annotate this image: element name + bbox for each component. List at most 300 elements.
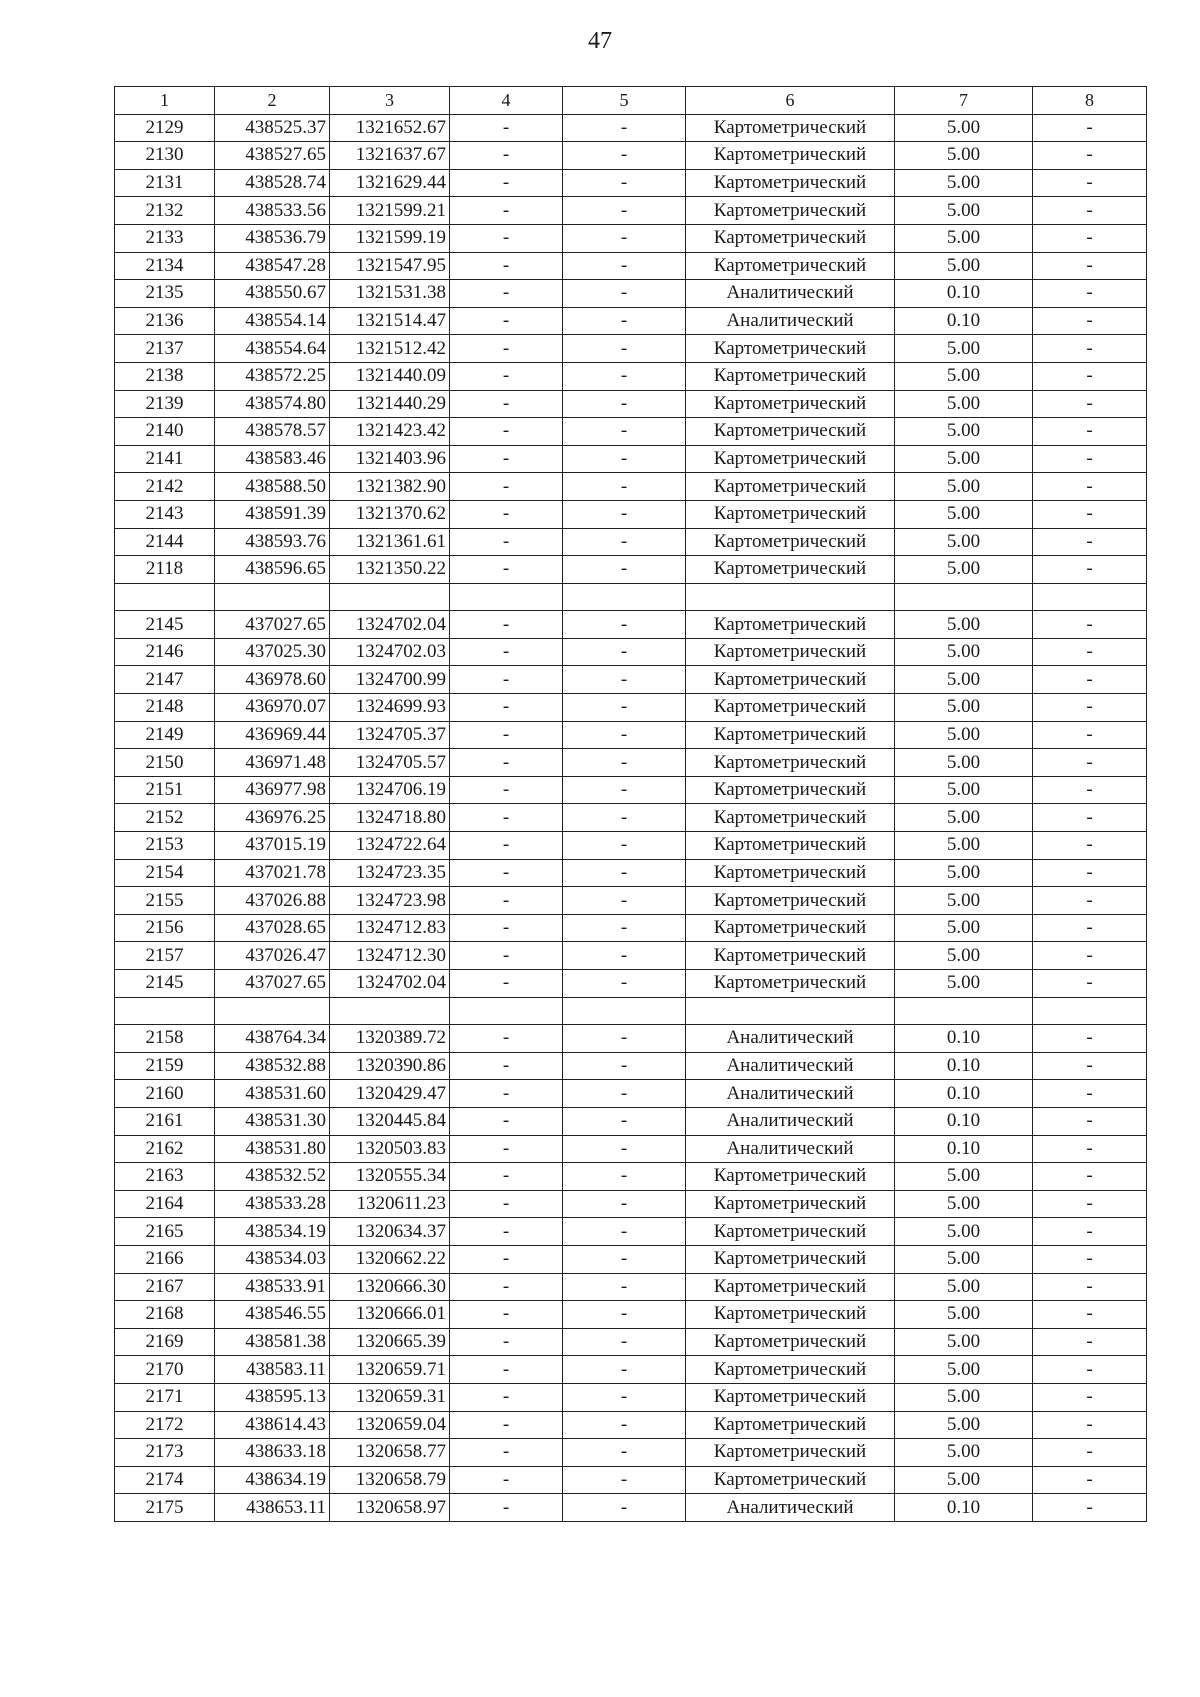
cell-point-number: 2169 [115,1328,215,1356]
cell-coord-x: 438554.64 [215,335,330,363]
cell-coord-y: 1321637.67 [330,142,450,170]
cell-coord-x: 438525.37 [215,114,330,142]
cell-coord-y: 1320658.77 [330,1439,450,1467]
table-row [115,721,1147,749]
cell-accuracy [895,583,1033,611]
cell-coord-y: 1320389.72 [330,1025,450,1053]
cell-point-number: 2145 [115,611,215,639]
cell-col-8: - [1033,445,1147,473]
cell-col-4: - [450,473,563,501]
table-row [115,390,1147,418]
cell-coord-y [330,583,450,611]
cell-point-number: 2165 [115,1218,215,1246]
cell-col-8: - [1033,749,1147,777]
cell-method: Картометрический [686,721,895,749]
cell-col-8: - [1033,169,1147,197]
cell-coord-y: 1324705.57 [330,749,450,777]
table-row [115,694,1147,722]
cell-col-5: - [563,1080,686,1108]
cell-method: Картометрический [686,1328,895,1356]
cell-col-8: - [1033,970,1147,998]
table-row [115,1218,1147,1246]
cell-accuracy: 5.00 [895,1163,1033,1191]
cell-method: Картометрический [686,362,895,390]
cell-col-5: - [563,197,686,225]
cell-coord-x: 438531.30 [215,1107,330,1135]
cell-coord-y: 1321531.38 [330,280,450,308]
cell-coord-x: 436971.48 [215,749,330,777]
cell-point-number: 2145 [115,970,215,998]
cell-col-8: - [1033,1080,1147,1108]
cell-point-number: 2167 [115,1273,215,1301]
cell-accuracy: 5.00 [895,556,1033,584]
cell-col-5: - [563,638,686,666]
cell-col-4: - [450,1466,563,1494]
table-row [115,887,1147,915]
cell-col-4: - [450,252,563,280]
cell-col-8: - [1033,1107,1147,1135]
cell-point-number: 2154 [115,859,215,887]
cell-accuracy: 5.00 [895,776,1033,804]
cell-point-number: 2146 [115,638,215,666]
table-body [115,114,1147,1521]
cell-coord-y: 1324723.98 [330,887,450,915]
cell-col-5: - [563,473,686,501]
cell-method: Аналитический [686,1494,895,1522]
cell-coord-y: 1324722.64 [330,832,450,860]
cell-point-number: 2166 [115,1245,215,1273]
cell-col-5: - [563,280,686,308]
cell-col-5: - [563,970,686,998]
header-cell: 2 [215,87,330,115]
cell-coord-x: 438534.19 [215,1218,330,1246]
cell-coord-y: 1324712.30 [330,942,450,970]
cell-accuracy: 5.00 [895,418,1033,446]
cell-col-8: - [1033,1025,1147,1053]
cell-coord-x: 438593.76 [215,528,330,556]
cell-col-5 [563,583,686,611]
cell-coord-y: 1320666.01 [330,1301,450,1329]
cell-coord-y: 1324723.35 [330,859,450,887]
cell-col-4: - [450,445,563,473]
cell-col-4: - [450,500,563,528]
cell-method: Картометрический [686,556,895,584]
table-row [115,197,1147,225]
cell-coord-y: 1324712.83 [330,914,450,942]
cell-accuracy: 5.00 [895,942,1033,970]
cell-coord-x: 437027.65 [215,611,330,639]
cell-coord-y: 1320390.86 [330,1052,450,1080]
cell-col-8: - [1033,914,1147,942]
cell-col-5: - [563,528,686,556]
cell-accuracy: 0.10 [895,280,1033,308]
cell-point-number: 2147 [115,666,215,694]
cell-coord-y: 1320555.34 [330,1163,450,1191]
cell-method: Картометрический [686,418,895,446]
cell-coord-y: 1324702.03 [330,638,450,666]
header-cell: 8 [1033,87,1147,115]
cell-col-5: - [563,832,686,860]
cell-coord-y: 1321652.67 [330,114,450,142]
cell-accuracy: 5.00 [895,1383,1033,1411]
table-row-separator [115,583,1147,611]
cell-point-number: 2131 [115,169,215,197]
cell-coord-x: 438572.25 [215,362,330,390]
cell-col-4: - [450,914,563,942]
cell-col-8: - [1033,1301,1147,1329]
table-row-separator [115,997,1147,1025]
cell-col-8: - [1033,307,1147,335]
cell-point-number: 2171 [115,1383,215,1411]
cell-point-number: 2156 [115,914,215,942]
cell-coord-y: 1320665.39 [330,1328,450,1356]
table-row [115,1190,1147,1218]
cell-point-number: 2143 [115,500,215,528]
cell-point-number: 2157 [115,942,215,970]
cell-method: Картометрический [686,942,895,970]
cell-col-5: - [563,694,686,722]
cell-point-number: 2159 [115,1052,215,1080]
cell-method: Картометрический [686,1356,895,1384]
cell-col-4: - [450,1245,563,1273]
table-row [115,528,1147,556]
cell-accuracy: 5.00 [895,887,1033,915]
cell-col-4: - [450,335,563,363]
table-row [115,970,1147,998]
cell-method: Картометрический [686,224,895,252]
cell-method: Картометрический [686,500,895,528]
cell-coord-x: 438547.28 [215,252,330,280]
cell-method: Картометрический [686,1190,895,1218]
table-row [115,1135,1147,1163]
cell-col-4: - [450,142,563,170]
cell-col-5: - [563,1301,686,1329]
cell-col-4: - [450,749,563,777]
table-row [115,914,1147,942]
cell-coord-x: 438595.13 [215,1383,330,1411]
cell-col-4: - [450,638,563,666]
cell-col-8: - [1033,776,1147,804]
page-number: 47 [588,28,612,54]
cell-col-5: - [563,224,686,252]
cell-coord-y: 1324705.37 [330,721,450,749]
cell-accuracy: 0.10 [895,1080,1033,1108]
cell-coord-y: 1321370.62 [330,500,450,528]
cell-coord-y: 1324700.99 [330,666,450,694]
table-row [115,1356,1147,1384]
cell-col-5: - [563,1356,686,1384]
cell-col-4: - [450,1218,563,1246]
cell-coord-x: 438528.74 [215,169,330,197]
header-cell: 3 [330,87,450,115]
cell-accuracy: 5.00 [895,528,1033,556]
cell-method: Картометрический [686,749,895,777]
cell-point-number: 2158 [115,1025,215,1053]
cell-method: Картометрический [686,335,895,363]
table-row [115,1328,1147,1356]
cell-col-5: - [563,307,686,335]
cell-col-4: - [450,1052,563,1080]
table-row [115,114,1147,142]
cell-col-5: - [563,1494,686,1522]
cell-coord-x: 438633.18 [215,1439,330,1467]
cell-coord-y: 1324702.04 [330,611,450,639]
cell-method: Аналитический [686,1135,895,1163]
cell-point-number [115,997,215,1025]
cell-col-8: - [1033,280,1147,308]
cell-coord-y: 1320659.04 [330,1411,450,1439]
cell-coord-y: 1321423.42 [330,418,450,446]
cell-coord-y: 1320634.37 [330,1218,450,1246]
cell-col-8: - [1033,556,1147,584]
table-row [115,556,1147,584]
cell-accuracy: 0.10 [895,1494,1033,1522]
cell-col-8: - [1033,1163,1147,1191]
cell-col-4: - [450,611,563,639]
cell-coord-x: 438574.80 [215,390,330,418]
cell-point-number: 2174 [115,1466,215,1494]
cell-accuracy: 5.00 [895,970,1033,998]
cell-col-5: - [563,914,686,942]
cell-col-5: - [563,721,686,749]
cell-method: Картометрический [686,1466,895,1494]
table-row [115,1466,1147,1494]
cell-accuracy: 5.00 [895,1356,1033,1384]
table-row [115,638,1147,666]
cell-col-4: - [450,362,563,390]
cell-method: Картометрический [686,142,895,170]
cell-method: Аналитический [686,280,895,308]
cell-col-8: - [1033,114,1147,142]
cell-col-4: - [450,1107,563,1135]
cell-point-number: 2151 [115,776,215,804]
cell-col-5: - [563,390,686,418]
cell-col-5: - [563,1052,686,1080]
cell-point-number: 2118 [115,556,215,584]
cell-accuracy: 5.00 [895,1245,1033,1273]
cell-col-8 [1033,583,1147,611]
cell-method: Картометрический [686,1245,895,1273]
cell-method: Картометрический [686,390,895,418]
cell-col-8: - [1033,1273,1147,1301]
cell-accuracy: 5.00 [895,169,1033,197]
cell-col-8: - [1033,721,1147,749]
cell-accuracy: 5.00 [895,335,1033,363]
cell-col-4: - [450,1356,563,1384]
cell-coord-x: 438532.88 [215,1052,330,1080]
cell-method: Картометрический [686,694,895,722]
cell-method [686,583,895,611]
cell-coord-x: 437025.30 [215,638,330,666]
cell-col-5: - [563,1328,686,1356]
cell-col-4: - [450,1494,563,1522]
cell-col-4: - [450,1301,563,1329]
table-row [115,1301,1147,1329]
cell-col-8: - [1033,611,1147,639]
cell-method: Картометрический [686,776,895,804]
cell-accuracy: 5.00 [895,832,1033,860]
cell-method: Картометрический [686,1301,895,1329]
table-row [115,500,1147,528]
cell-point-number: 2139 [115,390,215,418]
cell-coord-y: 1320445.84 [330,1107,450,1135]
cell-point-number: 2144 [115,528,215,556]
cell-accuracy: 5.00 [895,611,1033,639]
cell-col-8: - [1033,252,1147,280]
cell-col-5: - [563,666,686,694]
cell-method: Картометрический [686,611,895,639]
cell-coord-y: 1321629.44 [330,169,450,197]
table-row [115,804,1147,832]
cell-col-5: - [563,252,686,280]
table-row [115,224,1147,252]
cell-method: Картометрический [686,169,895,197]
cell-accuracy: 5.00 [895,638,1033,666]
cell-col-5: - [563,1163,686,1191]
cell-col-8: - [1033,418,1147,446]
cell-coord-x: 438578.57 [215,418,330,446]
table-row [115,445,1147,473]
cell-col-5: - [563,1383,686,1411]
cell-accuracy: 5.00 [895,1466,1033,1494]
cell-coord-y: 1320658.79 [330,1466,450,1494]
cell-col-8: - [1033,1218,1147,1246]
cell-method: Картометрический [686,832,895,860]
cell-col-5: - [563,887,686,915]
cell-method [686,997,895,1025]
cell-coord-x: 438614.43 [215,1411,330,1439]
cell-coord-x: 436970.07 [215,694,330,722]
cell-coord-y: 1320662.22 [330,1245,450,1273]
cell-coord-x: 438554.14 [215,307,330,335]
table-row [115,1383,1147,1411]
cell-col-5: - [563,335,686,363]
table-row [115,1025,1147,1053]
cell-col-8: - [1033,362,1147,390]
cell-method: Картометрический [686,638,895,666]
cell-coord-y: 1321599.21 [330,197,450,225]
cell-point-number: 2152 [115,804,215,832]
cell-col-8: - [1033,142,1147,170]
cell-accuracy: 5.00 [895,694,1033,722]
cell-accuracy: 5.00 [895,142,1033,170]
cell-method: Картометрический [686,859,895,887]
cell-point-number: 2133 [115,224,215,252]
table-row [115,473,1147,501]
cell-coord-y: 1324699.93 [330,694,450,722]
cell-col-5: - [563,804,686,832]
cell-col-4: - [450,942,563,970]
cell-point-number: 2170 [115,1356,215,1384]
cell-accuracy: 5.00 [895,500,1033,528]
cell-point-number: 2142 [115,473,215,501]
cell-col-8: - [1033,1190,1147,1218]
cell-accuracy: 5.00 [895,666,1033,694]
cell-point-number: 2149 [115,721,215,749]
cell-col-8: - [1033,1383,1147,1411]
cell-col-8: - [1033,638,1147,666]
cell-col-8: - [1033,694,1147,722]
cell-point-number: 2153 [115,832,215,860]
cell-coord-y: 1321350.22 [330,556,450,584]
cell-method: Аналитический [686,1080,895,1108]
cell-col-8: - [1033,942,1147,970]
cell-col-8: - [1033,528,1147,556]
cell-method: Картометрический [686,252,895,280]
table-row [115,280,1147,308]
cell-col-5: - [563,1107,686,1135]
cell-col-4: - [450,390,563,418]
table-row [115,1411,1147,1439]
header-row [115,87,1147,115]
cell-accuracy: 5.00 [895,362,1033,390]
table-row [115,1052,1147,1080]
header-cell: 1 [115,87,215,115]
cell-coord-y: 1321361.61 [330,528,450,556]
cell-coord-y: 1324706.19 [330,776,450,804]
table-row [115,776,1147,804]
cell-coord-y: 1321440.29 [330,390,450,418]
cell-col-8: - [1033,1411,1147,1439]
cell-col-5: - [563,556,686,584]
table-row [115,169,1147,197]
table-row [115,1107,1147,1135]
cell-method: Картометрический [686,804,895,832]
cell-col-8: - [1033,197,1147,225]
cell-col-5: - [563,942,686,970]
cell-col-4: - [450,169,563,197]
cell-method: Картометрический [686,1163,895,1191]
cell-accuracy: 5.00 [895,721,1033,749]
cell-coord-x: 437026.88 [215,887,330,915]
cell-accuracy: 5.00 [895,914,1033,942]
cell-coord-y [330,997,450,1025]
cell-coord-x: 438764.34 [215,1025,330,1053]
table-row [115,1080,1147,1108]
table-row [115,1273,1147,1301]
cell-accuracy: 5.00 [895,804,1033,832]
cell-point-number: 2134 [115,252,215,280]
cell-coord-x: 438550.67 [215,280,330,308]
cell-col-8: - [1033,390,1147,418]
cell-col-5: - [563,1466,686,1494]
cell-col-5: - [563,1411,686,1439]
cell-col-8: - [1033,1439,1147,1467]
cell-method: Картометрический [686,970,895,998]
cell-col-4: - [450,1080,563,1108]
cell-col-4: - [450,1383,563,1411]
cell-col-4: - [450,114,563,142]
cell-coord-x: 438531.80 [215,1135,330,1163]
cell-coord-y: 1324718.80 [330,804,450,832]
coordinates-table [114,86,1147,1522]
cell-accuracy: 5.00 [895,859,1033,887]
cell-col-8 [1033,997,1147,1025]
cell-col-5: - [563,1439,686,1467]
cell-coord-x: 438583.11 [215,1356,330,1384]
cell-coord-y: 1321599.19 [330,224,450,252]
cell-method: Картометрический [686,1439,895,1467]
cell-accuracy: 5.00 [895,1411,1033,1439]
cell-point-number: 2137 [115,335,215,363]
cell-col-5: - [563,1025,686,1053]
cell-coord-y: 1320659.31 [330,1383,450,1411]
cell-col-5: - [563,114,686,142]
cell-col-4: - [450,832,563,860]
cell-col-5: - [563,418,686,446]
cell-col-5: - [563,362,686,390]
cell-col-4: - [450,418,563,446]
